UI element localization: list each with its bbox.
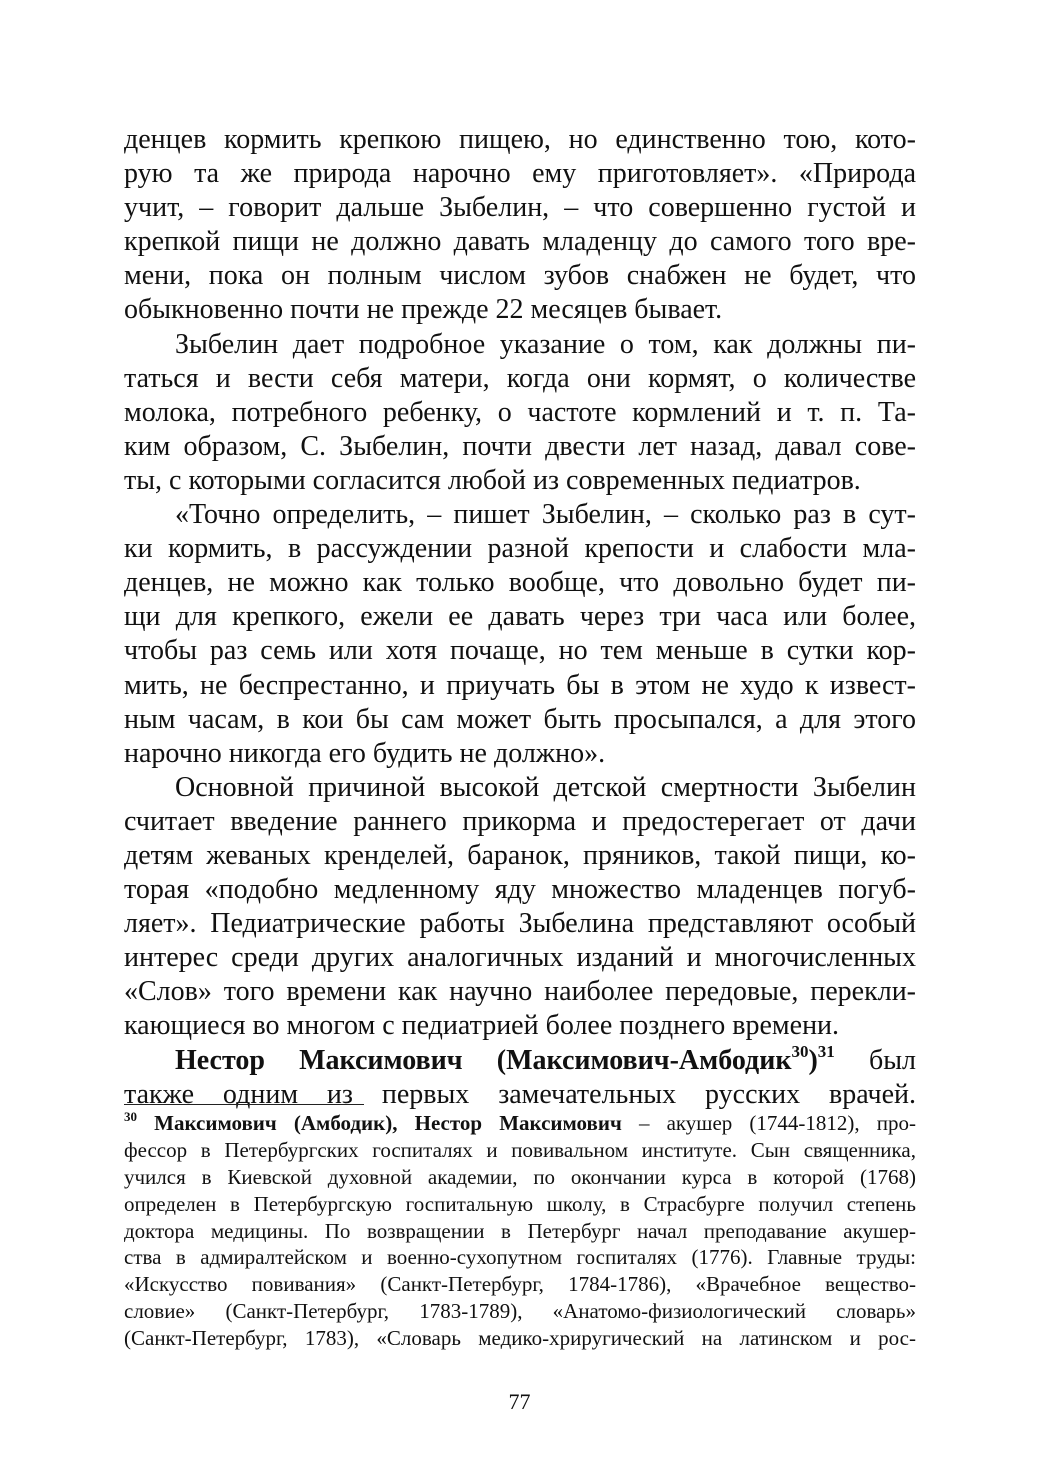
footnotes (124, 1110, 916, 1352)
footnote-line: фессор в Петербургских госпиталях и повивальном институте. Сын священника, (124, 1137, 916, 1162)
text-line: «Точно определить, – пишет Зыбелин, – сколько раз в сут- (175, 499, 916, 531)
text-line: также одним из первых замечательных русских врачей. (124, 1078, 916, 1110)
footnote-line: ства в адмиралтейском и военно-сухопутном госпиталях (1776). Главные труды: (124, 1245, 916, 1270)
footnote-line: (Санкт-Петербург, 1783), «Словарь медико-хриругический на латинском и рос- (124, 1326, 916, 1351)
footnote-separator (124, 1104, 364, 1105)
text-line: чтобы раз семь или хотя почаще, но тем меньше в сутки кор- (124, 635, 916, 667)
text-line: ты, с которыми согласится любой из современных педиатров. (124, 464, 861, 496)
text-line: Зыбелин дает подробное указание о том, как должны пи- (175, 328, 916, 360)
footnote-ref-30[interactable]: 30 (791, 1041, 809, 1061)
footnote-line: доктора медицины. По возвращении в Петербург начал преподавание акушер- (124, 1218, 916, 1243)
text-line: щи для крепкого, ежели ее давать через три часа или более, (124, 601, 916, 633)
text-line: обыкновенно почти не прежде 22 месяцев бывает. (124, 294, 723, 326)
footnote-number: 30 (124, 1109, 137, 1124)
footnote-line: словие» (Санкт-Петербург, 1783-1789), «Анатомо-физиологический словарь» (124, 1299, 916, 1324)
footnote-ref-31[interactable]: 31 (817, 1041, 835, 1061)
footnote-text: – акушер (1744-1812), про- (621, 1111, 916, 1135)
text-line: «Слов» того времени как научно наиболее передовые, перекли- (124, 976, 916, 1008)
text-line: крепкой пищи не должно давать младенцу до самого того вре- (124, 226, 916, 258)
footnote-line: «Искусство повивания» (Санкт-Петербург, 1784-1786), «Врачебное вещество- (124, 1272, 916, 1297)
text-line: ным часам, в кои бы сам может быть просыпался, а для этого (124, 703, 916, 735)
text-line: денцев, не можно как только вообще, что довольно будет пи- (124, 567, 916, 599)
text-line: мени, пока он полным числом зубов снабжен не будет, что (124, 260, 916, 292)
text-line: ки кормить, в рассуждении разной крепости и слабости мла- (124, 533, 916, 565)
footnote-first-line (124, 1110, 916, 1137)
text-line: денцев кормить крепкою пищею, но единственно тою, кото- (124, 124, 916, 155)
footnote-title: Максимович (Амбодик), Нестор Максимович (154, 1111, 622, 1135)
text-line: Основной причиной высокой детской смертности Зыбелин (175, 771, 916, 803)
text-line: таться и вести себя матери, когда они кормят, о количестве (124, 362, 916, 394)
text-line: мить, не беспрестанно, и приучать бы в этом не худо к извест- (124, 669, 916, 701)
nestor-paren: ) (808, 1044, 818, 1076)
nestor-tail: был (868, 1044, 916, 1076)
nestor-name: Нестор Максимович (Максимович-Амбодик (175, 1044, 792, 1076)
text-line: интерес среди других аналогичных изданий и многочисленных (124, 942, 916, 974)
nestor-heading-line (124, 1041, 916, 1078)
text-line: ким образом, С. Зыбелин, почти двести лет назад, давал сове- (124, 430, 916, 462)
text-line: ляет». Педиатрические работы Зыбелина представляют особый (124, 908, 916, 940)
text-line: нарочно никогда его будить не должно». (124, 737, 606, 769)
text-line: учит, – говорит дальше Зыбелин, – что совершенно густой и (124, 192, 916, 224)
footnote-line: учился в Киевской духовной академии, по окончании курса в которой (1768) (124, 1164, 916, 1189)
text-line: детям жеваных кренделей, баранок, пряников, такой пищи, ко- (124, 839, 916, 871)
text-line: молока, потребного ребенку, о частоте кормлений и т. п. Та- (124, 396, 916, 428)
page-number: 77 (508, 1389, 531, 1414)
text-line: торая «подобно медленному яду множество младенцев погуб- (124, 874, 916, 906)
main-text (124, 123, 916, 1112)
text-line: рую та же природа нарочно ему приготовляет». «Природа (124, 158, 916, 190)
text-line: считает введение раннего прикорма и предостерегает от дачи (124, 805, 916, 837)
text-line: кающиеся во многом с педиатрией более позднего времени. (124, 1010, 840, 1042)
footnote-line: определен в Петербургскую госпитальную школу, в Страсбурге получил степень (124, 1191, 916, 1216)
